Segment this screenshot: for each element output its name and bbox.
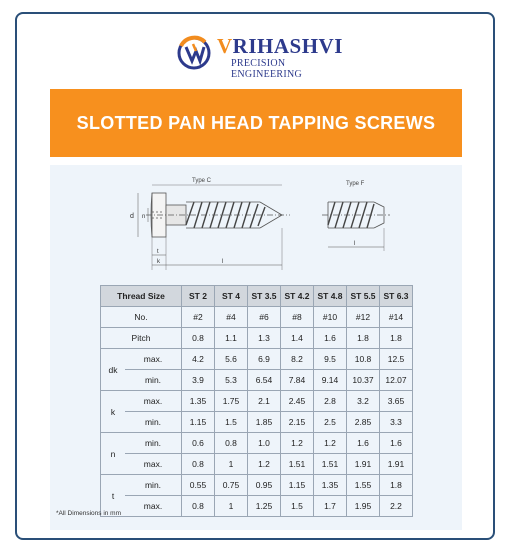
brand-logo bbox=[175, 32, 345, 80]
table-cell: 0.8 bbox=[182, 496, 215, 517]
table-cell: #2 bbox=[182, 307, 215, 328]
table-row bbox=[101, 496, 413, 517]
table-cell: #6 bbox=[248, 307, 281, 328]
dim-d-label: d bbox=[130, 213, 134, 220]
thread-size-header: Thread Size bbox=[101, 286, 182, 307]
table-cell: 5.3 bbox=[215, 370, 248, 391]
table-cell: 12.5 bbox=[380, 349, 413, 370]
table-cell: 9.5 bbox=[314, 349, 347, 370]
dim-l-f-label: l bbox=[354, 241, 356, 247]
table-cell: 1.2 bbox=[314, 433, 347, 454]
table-cell: 1.95 bbox=[347, 496, 380, 517]
dim-t-label: t bbox=[157, 249, 159, 255]
row-label: min. bbox=[125, 433, 182, 454]
page-title: SLOTTED PAN HEAD TAPPING SCREWS bbox=[76, 112, 436, 133]
table-cell: 6.54 bbox=[248, 370, 281, 391]
table-cell: 1.6 bbox=[314, 328, 347, 349]
table-cell: 0.8 bbox=[182, 328, 215, 349]
table-cell: 3.2 bbox=[347, 391, 380, 412]
table-cell: 10.37 bbox=[347, 370, 380, 391]
table-cell: 1.15 bbox=[182, 412, 215, 433]
table-row bbox=[101, 370, 413, 391]
table-cell: 8.2 bbox=[281, 349, 314, 370]
table-cell: 1 bbox=[215, 454, 248, 475]
table-cell: #14 bbox=[380, 307, 413, 328]
size-header: ST 3.5 bbox=[248, 286, 281, 307]
table-cell: 1.85 bbox=[248, 412, 281, 433]
table-cell: 1.51 bbox=[314, 454, 347, 475]
table-cell: 2.8 bbox=[314, 391, 347, 412]
footnote: *All Dimensions in mm bbox=[56, 510, 122, 517]
table-cell: 1.1 bbox=[215, 328, 248, 349]
dim-l-label: l bbox=[222, 259, 224, 265]
table-row bbox=[101, 391, 413, 412]
table-cell: 1.35 bbox=[182, 391, 215, 412]
dim-k-label: k bbox=[157, 259, 160, 265]
row-label: max. bbox=[125, 349, 182, 370]
table-cell: 1.75 bbox=[215, 391, 248, 412]
table-cell: 0.75 bbox=[215, 475, 248, 496]
table-cell: 1.0 bbox=[248, 433, 281, 454]
table-cell: 1.6 bbox=[380, 433, 413, 454]
table-cell: 3.3 bbox=[380, 412, 413, 433]
table-cell: 6.9 bbox=[248, 349, 281, 370]
dim-n-label: n bbox=[142, 214, 146, 220]
table-cell: 1.91 bbox=[380, 454, 413, 475]
size-header: ST 6.3 bbox=[380, 286, 413, 307]
row-label: min. bbox=[125, 412, 182, 433]
brand-tagline: PRECISION ENGINEERING bbox=[231, 58, 303, 80]
table-cell: 1.6 bbox=[347, 433, 380, 454]
table-header-row bbox=[101, 286, 413, 307]
brand-name: VRIHASHVI bbox=[217, 34, 343, 58]
table-cell: 1.25 bbox=[248, 496, 281, 517]
size-header: ST 2 bbox=[182, 286, 215, 307]
table-cell: 1.5 bbox=[281, 496, 314, 517]
table-cell: 10.8 bbox=[347, 349, 380, 370]
type-c-label: Type C bbox=[192, 178, 212, 184]
type-f-label: Type F bbox=[346, 181, 365, 187]
table-row bbox=[101, 307, 413, 328]
table-row bbox=[101, 475, 413, 496]
table-cell: 2.45 bbox=[281, 391, 314, 412]
spec-panel bbox=[50, 165, 462, 530]
table-row bbox=[101, 328, 413, 349]
table-cell: 4.2 bbox=[182, 349, 215, 370]
table-cell: 2.1 bbox=[248, 391, 281, 412]
row-group-label: dk bbox=[101, 349, 126, 391]
row-label: max. bbox=[125, 391, 182, 412]
table-cell: 1.7 bbox=[314, 496, 347, 517]
row-label: max. bbox=[125, 496, 182, 517]
table-cell: 0.55 bbox=[182, 475, 215, 496]
row-label: min. bbox=[125, 475, 182, 496]
dimension-table bbox=[100, 285, 413, 517]
table-cell: 2.85 bbox=[347, 412, 380, 433]
table-row bbox=[101, 349, 413, 370]
table-cell: 1.4 bbox=[281, 328, 314, 349]
logo-emblem-icon bbox=[175, 34, 213, 72]
table-cell: 1.2 bbox=[248, 454, 281, 475]
table-cell: 2.5 bbox=[314, 412, 347, 433]
title-banner bbox=[50, 89, 462, 157]
table-cell: 0.8 bbox=[215, 433, 248, 454]
table-cell: #10 bbox=[314, 307, 347, 328]
table-cell: 3.9 bbox=[182, 370, 215, 391]
row-group-label: t bbox=[101, 475, 126, 517]
size-header: ST 4 bbox=[215, 286, 248, 307]
table-cell: 1.8 bbox=[347, 328, 380, 349]
table-cell: #8 bbox=[281, 307, 314, 328]
table-row bbox=[101, 412, 413, 433]
size-header: ST 4.2 bbox=[281, 286, 314, 307]
table-cell: 12.07 bbox=[380, 370, 413, 391]
table-cell: 5.6 bbox=[215, 349, 248, 370]
table-cell: #12 bbox=[347, 307, 380, 328]
table-cell: 0.6 bbox=[182, 433, 215, 454]
table-cell: #4 bbox=[215, 307, 248, 328]
row-group-label: k bbox=[101, 391, 126, 433]
screw-technical-drawing bbox=[50, 165, 462, 285]
row-label: Pitch bbox=[101, 328, 182, 349]
table-cell: 2.2 bbox=[380, 496, 413, 517]
size-header: ST 5.5 bbox=[347, 286, 380, 307]
table-cell: 1.8 bbox=[380, 328, 413, 349]
table-cell: 2.15 bbox=[281, 412, 314, 433]
row-label: min. bbox=[125, 370, 182, 391]
table-row bbox=[101, 454, 413, 475]
row-label: No. bbox=[101, 307, 182, 328]
table-cell: 1.2 bbox=[281, 433, 314, 454]
table-cell: 7.84 bbox=[281, 370, 314, 391]
table-cell: 1.55 bbox=[347, 475, 380, 496]
table-cell: 1.51 bbox=[281, 454, 314, 475]
table-cell: 1.35 bbox=[314, 475, 347, 496]
table-cell: 0.95 bbox=[248, 475, 281, 496]
table-cell: 9.14 bbox=[314, 370, 347, 391]
table-cell: 1.3 bbox=[248, 328, 281, 349]
table-cell: 1.8 bbox=[380, 475, 413, 496]
table-cell: 1 bbox=[215, 496, 248, 517]
row-group-label: n bbox=[101, 433, 126, 475]
table-row bbox=[101, 433, 413, 454]
table-cell: 1.15 bbox=[281, 475, 314, 496]
row-label: max. bbox=[125, 454, 182, 475]
table-cell: 0.8 bbox=[182, 454, 215, 475]
table-cell: 1.5 bbox=[215, 412, 248, 433]
size-header: ST 4.8 bbox=[314, 286, 347, 307]
table-cell: 3.65 bbox=[380, 391, 413, 412]
table-cell: 1.91 bbox=[347, 454, 380, 475]
